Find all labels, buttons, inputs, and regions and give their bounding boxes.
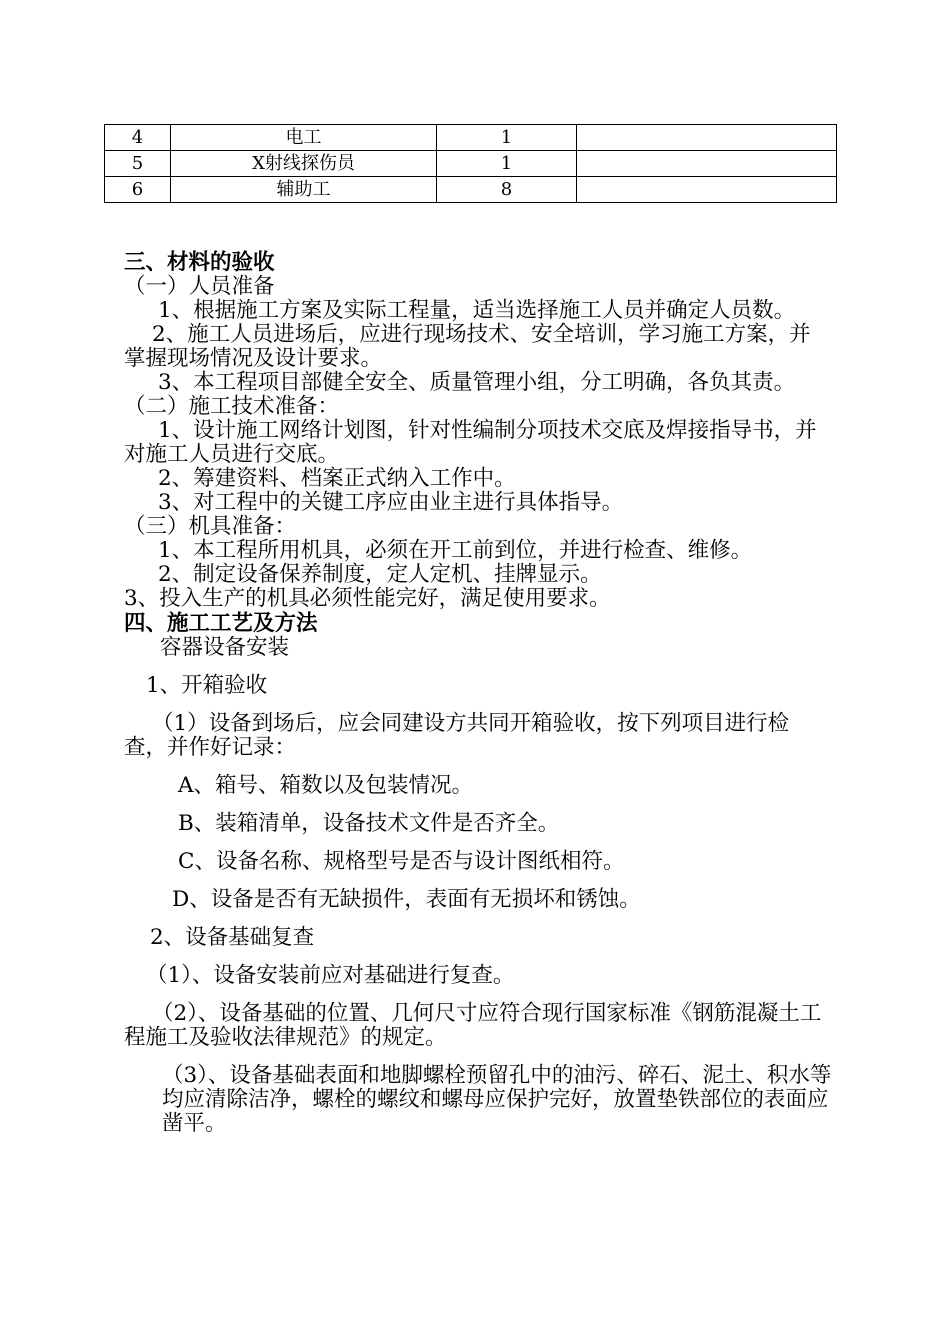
list-item: B、装箱清单，设备技术文件是否齐全。 [178, 811, 560, 836]
section-heading: 三、材料的验收 [124, 250, 275, 275]
document-body [124, 250, 832, 1136]
row-count: 1 [437, 151, 577, 177]
item-title: 2、设备基础复查 [150, 925, 315, 950]
item-title: 1、开箱验收 [146, 673, 268, 698]
row-number: 6 [105, 177, 171, 203]
paragraph: 1、设计施工网络计划图，针对性编制分项技术交底及焊接指导书，并对施工人员进行交底。 [124, 418, 817, 467]
list-item: C、设备名称、规格型号是否与设计图纸相符。 [178, 849, 625, 874]
table-row [105, 125, 837, 151]
list-item: D、设备是否有无缺损件，表面有无损坏和锈蚀。 [172, 887, 641, 912]
paragraph: 3、对工程中的关键工序应由业主进行具体指导。 [158, 490, 624, 515]
paragraph: 3、本工程项目部健全安全、质量管理小组，分工明确，各负其责。 [158, 370, 796, 395]
paragraph: 1、本工程所用机具，必须在开工前到位，并进行检查、维修。 [158, 538, 753, 563]
row-count: 1 [437, 125, 577, 151]
paragraph: （1）设备到场后，应会同建设方共同开箱验收，按下列项目进行检查，并作好记录： [124, 711, 790, 760]
subsection-title: （二）施工技术准备： [124, 394, 340, 419]
row-note [577, 151, 837, 177]
paragraph: 2、筹建资料、档案正式纳入工作中。 [158, 466, 516, 491]
subsection-title: （三）机具准备： [124, 514, 297, 539]
section-heading: 四、施工工艺及方法 [124, 611, 318, 636]
row-note [577, 125, 837, 151]
table-row [105, 177, 837, 203]
paragraph: 2、施工人员进场后，应进行现场技术、安全培训，学习施工方案，并掌握现场情况及设计要求。 [124, 322, 811, 371]
paragraph: 2、制定设备保养制度，定人定机、挂牌显示。 [158, 562, 602, 587]
paragraph: （2）、设备基础的位置、几何尺寸应符合现行国家标准《钢筋混凝土工程施工及验收法律规范》的规定。 [124, 1001, 822, 1050]
list-item: A、箱号、箱数以及包装情况。 [178, 773, 474, 798]
paragraph: 3、投入生产的机具必须性能完好，满足使用要求。 [124, 586, 611, 611]
row-count: 8 [437, 177, 577, 203]
row-role: 电工 [171, 125, 437, 151]
row-role: X射线探伤员 [171, 151, 437, 177]
table-row [105, 151, 837, 177]
subsection-title: 容器设备安装 [160, 635, 290, 660]
row-number: 4 [105, 125, 171, 151]
subsection-title: （一）人员准备 [124, 274, 275, 299]
staff-table [104, 124, 837, 203]
paragraph: 1、根据施工方案及实际工程量，适当选择施工人员并确定人员数。 [158, 298, 796, 323]
row-number: 5 [105, 151, 171, 177]
row-role: 辅助工 [171, 177, 437, 203]
row-note [577, 177, 837, 203]
paragraph: （3）、设备基础表面和地脚螺栓预留孔中的油污、碎石、泥土、积水等均应清除洁净，螺栓的螺纹和螺母应保护完好，放置垫铁部位的表面应凿平。 [162, 1063, 832, 1136]
paragraph: （1）、设备安装前应对基础进行复查。 [146, 963, 515, 988]
